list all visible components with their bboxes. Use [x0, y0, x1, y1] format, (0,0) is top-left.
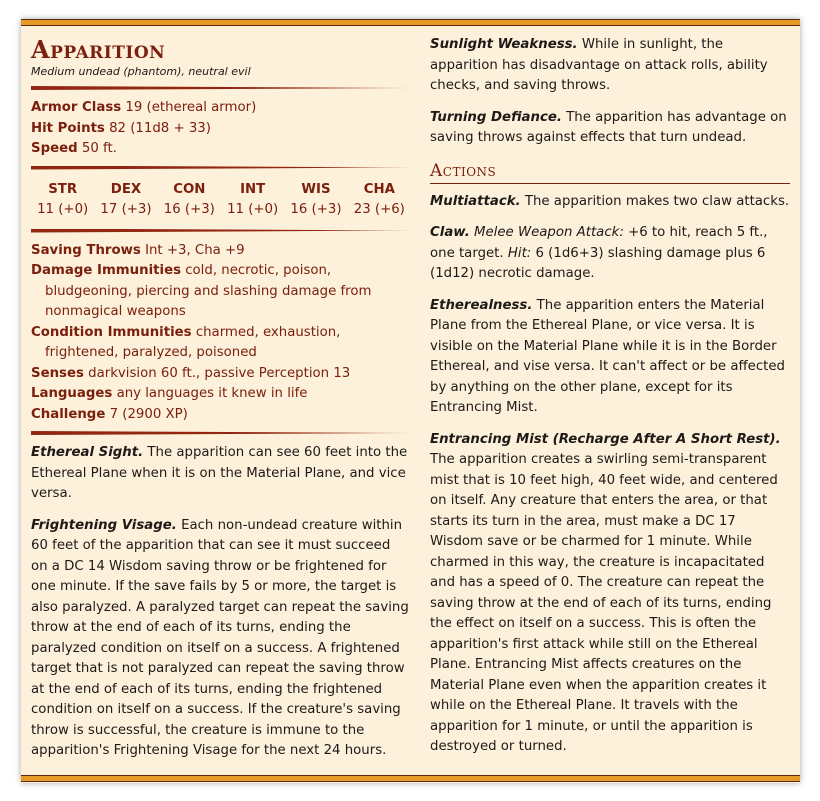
- action-text: The apparition makes two claw attacks.: [524, 193, 790, 209]
- condition-immunities-value: charmed, exhaustion, frightened, paralyzed, poisoned: [45, 324, 341, 360]
- action-multiattack: [430, 192, 790, 213]
- trait-name: Frightening Visage.: [31, 517, 177, 533]
- action-etherealness: [430, 296, 790, 419]
- languages-label: Languages: [31, 386, 113, 401]
- ability-score: 17 (+3): [100, 202, 152, 217]
- attack-type: Melee Weapon Attack:: [474, 225, 624, 240]
- challenge-value: 7 (2900 XP): [109, 406, 188, 422]
- divider: [31, 431, 411, 435]
- trait-turning-defiance: [430, 108, 790, 149]
- senses-label: Senses: [31, 365, 84, 381]
- ability-name: CON: [173, 181, 206, 197]
- ability-scores: [31, 178, 411, 223]
- ability-str: [35, 180, 91, 221]
- saving-throws: [31, 241, 411, 262]
- hit-label: Hit:: [507, 245, 532, 261]
- action-claw: [430, 223, 790, 285]
- action-name: Entrancing Mist (Recharge After A Short Rest).: [430, 431, 781, 447]
- trait-text: Each non-undead creature within 60 feet of the apparition that can see it must succeed on a DC 14 Wisdom saving throw or be frightened for one minute. If the save fails by 5 or more, the target is also paralyzed. A paralyzed target can repeat the saving throw at the end of each of its turns, ending the paralyzed condition on itself on a success. A frightened target that is not paralyzed can repeat the saving throw at the end of each of its turns, ending the frightened condition on itself on a success. If the creature's saving throw is successful, the creature is immune to the apparition's Frightening Visage for the next 24 hours.: [31, 517, 409, 758]
- action-name: Multiattack.: [430, 193, 521, 209]
- damage-immunities-value: cold, necrotic, poison, bludgeoning, piercing and slashing damage from nonmagical weapons: [45, 263, 372, 319]
- trait-text: The apparition can see 60 feet into the Ethereal Plane when it is on the Material Plane, and vice versa.: [31, 445, 408, 501]
- hit-text: 6 (1d6+3) slashing damage plus 6 (1d12) necrotic damage.: [430, 245, 766, 281]
- top-border-bar: [21, 19, 800, 26]
- armor-class-label: Armor Class: [31, 100, 122, 115]
- hit-points-value: 82 (11d8 + 33): [109, 120, 211, 136]
- monster-name: Apparition: [31, 35, 166, 64]
- trait-text: The apparition has advantage on saving throws against effects that turn undead.: [430, 109, 787, 145]
- ability-score: 23 (+6): [353, 202, 405, 217]
- bottom-border-bar: [21, 775, 800, 782]
- trait-sunlight-weakness: [430, 35, 790, 97]
- challenge: [31, 405, 411, 426]
- ability-name: WIS: [301, 181, 331, 197]
- trait-name: Ethereal Sight.: [31, 445, 144, 460]
- ability-cha: [351, 180, 407, 221]
- ability-int: [225, 180, 281, 221]
- condition-immunities-label: Condition Immunities: [31, 324, 192, 340]
- ability-score: 16 (+3): [290, 202, 342, 217]
- ability-wis: [288, 180, 344, 221]
- action-text: The apparition creates a swirling semi-transparent mist that is 10 feet high, 40 feet wide, and centered on itself. Any creature that enters the area, or that starts its turn in the area, must make a DC 17 Wisdom save or be charmed for 1 minute. While charmed in this way, the creature is incapacitated and has a speed of 0. The creature can repeat the saving throw at the end of each of its turns, ending the effect on itself on a success. This is often the apparition's first attack while still on the Ethereal Plane. Entrancing Mist affects creatures on the Material Plane even when the apparition creates it while on the Ethereal Plane. It travels with the apparition for 1 minute, or until the apparition is destroyed or turned.: [430, 452, 778, 754]
- divider: [31, 86, 411, 90]
- speed-label: Speed: [31, 141, 78, 156]
- trait-text: While in sunlight, the apparition has disadvantage on attack rolls, ability checks, and saving throws.: [430, 37, 768, 93]
- divider: [31, 229, 411, 233]
- hit-points-label: Hit Points: [31, 120, 105, 136]
- ability-name: CHA: [363, 181, 395, 197]
- speed: [31, 139, 411, 160]
- trait-frightening-visage: [31, 516, 411, 762]
- right-column: [430, 35, 790, 769]
- ability-name: DEX: [110, 181, 142, 197]
- action-text: The apparition enters the Material Plane from the Ethereal Plane, or vice versa. It is visible on the Material Plane while it is in the Border Ethereal, and vise versa. It can't affect or be affected by anything on the other plane, except for its Entrancing Mist.: [430, 297, 785, 415]
- left-column: [31, 36, 411, 773]
- trait-name: Turning Defiance.: [430, 109, 562, 125]
- condition-immunities: [31, 323, 411, 364]
- action-entrancing-mist: [430, 430, 790, 758]
- ability-score: 16 (+3): [163, 202, 215, 217]
- ability-score: 11 (+0): [37, 202, 89, 217]
- trait-name: Sunlight Weakness.: [430, 37, 578, 52]
- trait-ethereal-sight: [31, 443, 411, 505]
- armor-class-value: 19 (ethereal armor): [125, 100, 257, 115]
- ability-dex: [98, 180, 154, 221]
- action-name: Etherealness.: [430, 297, 533, 313]
- attack-text: +6 to hit, reach 5 ft., one target.: [430, 225, 768, 261]
- action-name: Claw.: [430, 225, 470, 240]
- saving-throws-label: Saving Throws: [31, 242, 141, 258]
- hit-points: [31, 119, 411, 140]
- ability-con: [161, 180, 217, 221]
- ability-score: 11 (+0): [227, 202, 279, 217]
- armor-class: [31, 98, 411, 119]
- ability-name: STR: [48, 181, 78, 197]
- speed-value: 50 ft.: [81, 141, 117, 156]
- challenge-label: Challenge: [31, 406, 106, 422]
- senses-value: darkvision 60 ft., passive Perception 13: [88, 365, 351, 381]
- senses: [31, 364, 411, 385]
- stat-block: [21, 19, 800, 783]
- languages-value: any languages it knew in life: [116, 386, 308, 401]
- damage-immunities-label: Damage Immunities: [31, 263, 181, 278]
- languages: [31, 384, 411, 405]
- damage-immunities: [31, 261, 411, 323]
- monster-meta: Medium undead (phantom), neutral evil: [31, 65, 251, 78]
- ability-name: INT: [240, 181, 266, 197]
- actions-header: Actions: [430, 160, 790, 184]
- divider: [31, 166, 411, 170]
- saving-throws-value: Int +3, Cha +9: [145, 242, 245, 258]
